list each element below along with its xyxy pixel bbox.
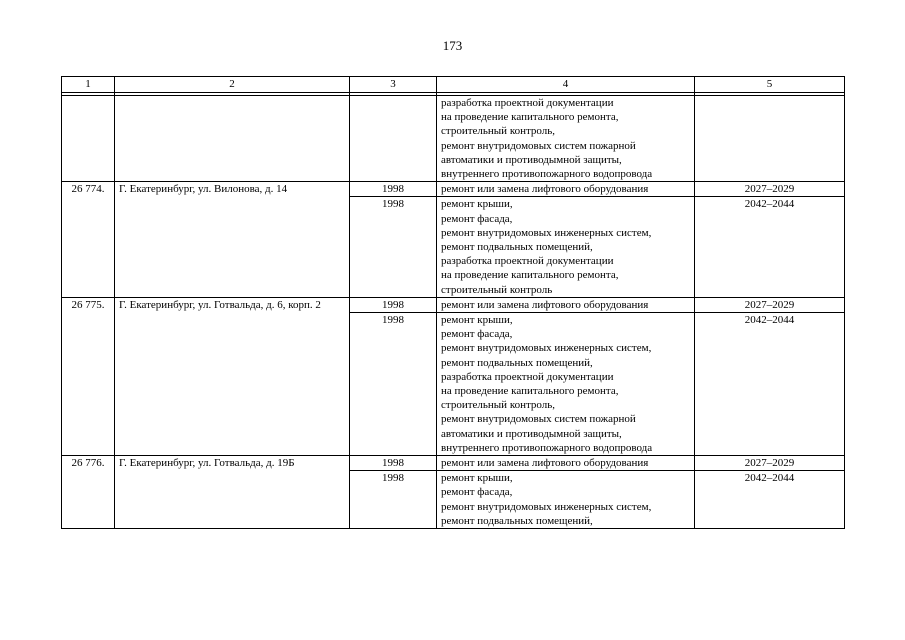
work-cell: разработка проектной документации на проведение капитального ремонта, строительный контроль, ремонт внутридомовых систем пожарной автоматики и противодымной защиты, внутреннего противопожарного водопровода — [437, 96, 695, 182]
address-cell — [115, 96, 350, 182]
work-cell: ремонт или замена лифтового оборудования — [437, 297, 695, 312]
row-number-cell: 26 774. — [62, 182, 115, 298]
address-cell: Г. Екатеринбург, ул. Готвальда, д. 6, корп. 2 — [115, 297, 350, 455]
work-cell: ремонт крыши, ремонт фасада, ремонт внутридомовых инженерных систем, ремонт подвальных помещений, разработка проектной документации на проведение капитального ремонта, строительный контроль, ремонт внутридомовых систем пожарной автоматики и противодымной защиты, внутреннего противопожарного водопровода — [437, 313, 695, 456]
table-row — [62, 182, 845, 197]
header-col-1: 1 — [62, 77, 115, 93]
year-cell: 1998 — [350, 297, 437, 312]
year-cell: 1998 — [350, 313, 437, 456]
header-col-4: 4 — [437, 77, 695, 93]
year-cell: 1998 — [350, 182, 437, 197]
work-cell: ремонт крыши, ремонт фасада, ремонт внутридомовых инженерных систем, ремонт подвальных помещений, — [437, 471, 695, 529]
header-row — [62, 77, 845, 93]
year-cell: 1998 — [350, 456, 437, 471]
year-cell — [350, 96, 437, 182]
header-col-3: 3 — [350, 77, 437, 93]
period-cell — [695, 96, 845, 182]
address-cell: Г. Екатеринбург, ул. Вилонова, д. 14 — [115, 182, 350, 298]
period-cell: 2042–2044 — [695, 471, 845, 529]
year-cell: 1998 — [350, 471, 437, 529]
page-number: 173 — [442, 38, 463, 53]
work-cell: ремонт или замена лифтового оборудования — [437, 182, 695, 197]
row-number-cell: 26 775. — [62, 297, 115, 455]
repair-schedule-table — [61, 76, 845, 529]
work-cell: ремонт или замена лифтового оборудования — [437, 456, 695, 471]
row-number-cell: 26 776. — [62, 456, 115, 529]
period-cell: 2042–2044 — [695, 313, 845, 456]
address-cell: Г. Екатеринбург, ул. Готвальда, д. 19Б — [115, 456, 350, 529]
period-cell: 2042–2044 — [695, 197, 845, 297]
period-cell: 2027–2029 — [695, 297, 845, 312]
year-cell: 1998 — [350, 197, 437, 297]
work-cell: ремонт крыши, ремонт фасада, ремонт внутридомовых инженерных систем, ремонт подвальных помещений, разработка проектной документации на проведение капитального ремонта, строительный контроль — [437, 197, 695, 297]
header-col-2: 2 — [115, 77, 350, 93]
header-col-5: 5 — [695, 77, 845, 93]
period-cell: 2027–2029 — [695, 456, 845, 471]
table-row — [62, 96, 845, 182]
period-cell: 2027–2029 — [695, 182, 845, 197]
table-row — [62, 297, 845, 312]
row-number-cell — [62, 96, 115, 182]
table-row — [62, 456, 845, 471]
